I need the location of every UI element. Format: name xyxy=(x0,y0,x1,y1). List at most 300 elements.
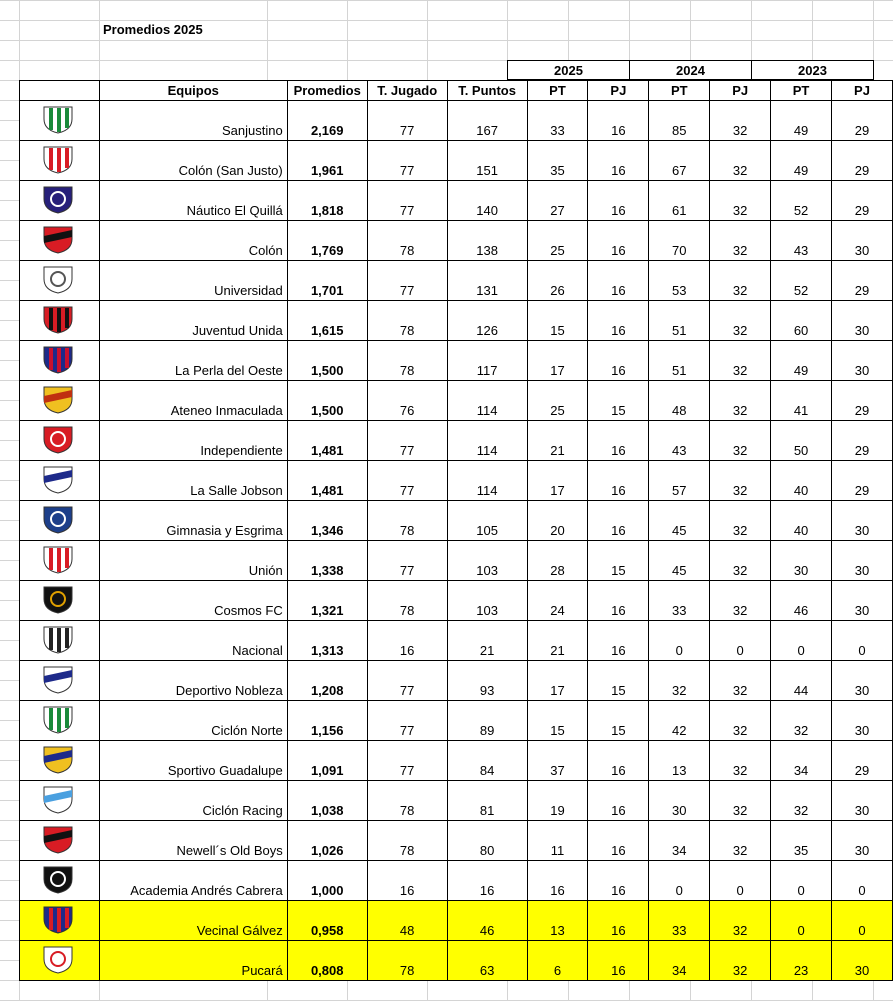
ateneo-inmaculada-logo-icon xyxy=(38,384,78,414)
pj-2023-value: 30 xyxy=(832,661,893,701)
pj-2025-value: 16 xyxy=(588,621,649,661)
pt-2023-value: 52 xyxy=(771,181,832,221)
table-row xyxy=(20,501,893,541)
pt-2024-value: 85 xyxy=(649,101,710,141)
pj-2023-value: 30 xyxy=(832,701,893,741)
la-salle-jobson-logo-icon xyxy=(38,464,78,494)
logo-cell xyxy=(20,341,100,381)
team-name: Ateneo Inmaculada xyxy=(99,381,287,421)
pucara-logo-icon xyxy=(38,944,78,974)
pt-2023-value: 30 xyxy=(771,541,832,581)
pt-2025-value: 28 xyxy=(527,541,588,581)
header-pt-2024: PT xyxy=(649,81,710,101)
team-name: Unión xyxy=(99,541,287,581)
pt-2025-value: 26 xyxy=(527,261,588,301)
pj-2024-value: 32 xyxy=(710,141,771,181)
header-pj-2025: PJ xyxy=(588,81,649,101)
pj-2023-value: 29 xyxy=(832,421,893,461)
t-jugado-value: 77 xyxy=(367,741,447,781)
pj-2024-value: 32 xyxy=(710,341,771,381)
team-name: Newell´s Old Boys xyxy=(99,821,287,861)
pj-2024-value: 32 xyxy=(710,741,771,781)
team-name: Ciclón Norte xyxy=(99,701,287,741)
t-puntos-value: 21 xyxy=(447,621,527,661)
pj-2023-value: 30 xyxy=(832,821,893,861)
vecinal-galvez-logo-icon xyxy=(38,904,78,934)
pt-2023-value: 44 xyxy=(771,661,832,701)
logo-cell xyxy=(20,141,100,181)
team-name: Colón (San Justo) xyxy=(99,141,287,181)
t-puntos-value: 46 xyxy=(447,901,527,941)
pt-2025-value: 11 xyxy=(527,821,588,861)
table-row xyxy=(20,461,893,501)
logo-cell xyxy=(20,461,100,501)
pt-2023-value: 0 xyxy=(771,861,832,901)
sportivo-guadalupe-logo-icon xyxy=(38,744,78,774)
pj-2025-value: 16 xyxy=(588,821,649,861)
pt-2025-value: 20 xyxy=(527,501,588,541)
header-pj-2023: PJ xyxy=(832,81,893,101)
nacional-logo-icon xyxy=(38,624,78,654)
promedio-value: 0,958 xyxy=(287,901,367,941)
pj-2025-value: 16 xyxy=(588,101,649,141)
pt-2024-value: 51 xyxy=(649,301,710,341)
pt-2025-value: 15 xyxy=(527,701,588,741)
pj-2024-value: 32 xyxy=(710,421,771,461)
pj-2024-value: 32 xyxy=(710,701,771,741)
promedio-value: 2,169 xyxy=(287,101,367,141)
pj-2024-value: 32 xyxy=(710,901,771,941)
logo-cell xyxy=(20,381,100,421)
pt-2024-value: 45 xyxy=(649,501,710,541)
pj-2025-value: 16 xyxy=(588,141,649,181)
pj-2024-value: 32 xyxy=(710,541,771,581)
pj-2023-value: 30 xyxy=(832,581,893,621)
promedio-value: 1,208 xyxy=(287,661,367,701)
t-jugado-value: 77 xyxy=(367,661,447,701)
pt-2023-value: 35 xyxy=(771,821,832,861)
t-jugado-value: 78 xyxy=(367,301,447,341)
t-puntos-value: 126 xyxy=(447,301,527,341)
logo-cell xyxy=(20,261,100,301)
pj-2025-value: 16 xyxy=(588,781,649,821)
logo-cell xyxy=(20,541,100,581)
team-name: Academia Andrés Cabrera xyxy=(99,861,287,901)
pt-2025-value: 33 xyxy=(527,101,588,141)
deportivo-nobleza-logo-icon xyxy=(38,664,78,694)
pj-2024-value: 32 xyxy=(710,501,771,541)
pj-2023-value: 0 xyxy=(832,621,893,661)
pj-2024-value: 32 xyxy=(710,581,771,621)
logo-cell xyxy=(20,741,100,781)
pt-2025-value: 27 xyxy=(527,181,588,221)
pt-2024-value: 45 xyxy=(649,541,710,581)
pj-2024-value: 32 xyxy=(710,181,771,221)
pj-2023-value: 30 xyxy=(832,541,893,581)
header-promedios: Promedios xyxy=(287,81,367,101)
logo-cell xyxy=(20,781,100,821)
pt-2024-value: 34 xyxy=(649,941,710,981)
juventud-unida-logo-icon xyxy=(38,304,78,334)
sheet-title: Promedios 2025 xyxy=(103,22,203,37)
pj-2023-value: 29 xyxy=(832,261,893,301)
table-row xyxy=(20,661,893,701)
pj-2023-value: 30 xyxy=(832,781,893,821)
pt-2023-value: 43 xyxy=(771,221,832,261)
table-row xyxy=(20,701,893,741)
promedio-value: 1,346 xyxy=(287,501,367,541)
header-pt-2023: PT xyxy=(771,81,832,101)
pj-2024-value: 32 xyxy=(710,221,771,261)
year-header-2023: 2023 xyxy=(751,60,874,80)
table-row xyxy=(20,381,893,421)
pj-2023-value: 30 xyxy=(832,301,893,341)
pj-2023-value: 29 xyxy=(832,181,893,221)
t-puntos-value: 89 xyxy=(447,701,527,741)
t-puntos-value: 140 xyxy=(447,181,527,221)
table-row xyxy=(20,221,893,261)
pt-2023-value: 34 xyxy=(771,741,832,781)
pt-2023-value: 46 xyxy=(771,581,832,621)
team-name: Juventud Unida xyxy=(99,301,287,341)
pt-2024-value: 34 xyxy=(649,821,710,861)
logo-cell xyxy=(20,901,100,941)
t-jugado-value: 77 xyxy=(367,141,447,181)
promedio-value: 1,156 xyxy=(287,701,367,741)
pj-2025-value: 15 xyxy=(588,701,649,741)
pj-2023-value: 29 xyxy=(832,741,893,781)
table-row xyxy=(20,861,893,901)
t-puntos-value: 105 xyxy=(447,501,527,541)
pj-2025-value: 16 xyxy=(588,901,649,941)
logo-cell xyxy=(20,821,100,861)
team-name: Vecinal Gálvez xyxy=(99,901,287,941)
pj-2024-value: 32 xyxy=(710,821,771,861)
logo-cell xyxy=(20,621,100,661)
promedio-value: 1,338 xyxy=(287,541,367,581)
logo-cell xyxy=(20,941,100,981)
table-row xyxy=(20,421,893,461)
logo-cell xyxy=(20,861,100,901)
pj-2024-value: 32 xyxy=(710,941,771,981)
logo-cell xyxy=(20,421,100,461)
pt-2023-value: 0 xyxy=(771,621,832,661)
pj-2023-value: 0 xyxy=(832,861,893,901)
pj-2024-value: 32 xyxy=(710,781,771,821)
t-jugado-value: 78 xyxy=(367,341,447,381)
pj-2023-value: 30 xyxy=(832,341,893,381)
t-jugado-value: 77 xyxy=(367,261,447,301)
pj-2024-value: 32 xyxy=(710,461,771,501)
pj-2023-value: 29 xyxy=(832,461,893,501)
pt-2023-value: 40 xyxy=(771,461,832,501)
table-row xyxy=(20,341,893,381)
t-jugado-value: 77 xyxy=(367,541,447,581)
t-jugado-value: 77 xyxy=(367,701,447,741)
pj-2025-value: 15 xyxy=(588,661,649,701)
la-perla-del-oeste-logo-icon xyxy=(38,344,78,374)
t-jugado-value: 77 xyxy=(367,181,447,221)
pj-2023-value: 29 xyxy=(832,101,893,141)
t-puntos-value: 117 xyxy=(447,341,527,381)
pt-2023-value: 49 xyxy=(771,341,832,381)
pj-2025-value: 16 xyxy=(588,581,649,621)
pj-2025-value: 16 xyxy=(588,301,649,341)
pj-2023-value: 30 xyxy=(832,941,893,981)
team-name: Sanjustino xyxy=(99,101,287,141)
promedio-value: 0,808 xyxy=(287,941,367,981)
union-logo-icon xyxy=(38,544,78,574)
logo-cell xyxy=(20,501,100,541)
ciclon-norte-logo-icon xyxy=(38,704,78,734)
t-puntos-value: 114 xyxy=(447,381,527,421)
pj-2024-value: 32 xyxy=(710,101,771,141)
t-jugado-value: 77 xyxy=(367,421,447,461)
table-row xyxy=(20,141,893,181)
cosmos-fc-logo-icon xyxy=(38,584,78,614)
promedio-value: 1,481 xyxy=(287,421,367,461)
universidad-logo-icon xyxy=(38,264,78,294)
t-jugado-value: 77 xyxy=(367,461,447,501)
pj-2025-value: 16 xyxy=(588,861,649,901)
logo-cell xyxy=(20,581,100,621)
t-puntos-value: 103 xyxy=(447,581,527,621)
academia-andres-cabrera-logo-icon xyxy=(38,864,78,894)
year-header-2025: 2025 xyxy=(507,60,630,80)
pj-2025-value: 16 xyxy=(588,221,649,261)
pt-2025-value: 15 xyxy=(527,301,588,341)
t-jugado-value: 78 xyxy=(367,821,447,861)
pj-2025-value: 16 xyxy=(588,741,649,781)
pt-2023-value: 0 xyxy=(771,901,832,941)
promedio-value: 1,091 xyxy=(287,741,367,781)
pt-2025-value: 25 xyxy=(527,221,588,261)
pt-2023-value: 49 xyxy=(771,101,832,141)
table-row xyxy=(20,621,893,661)
team-name: Cosmos FC xyxy=(99,581,287,621)
promedio-value: 1,769 xyxy=(287,221,367,261)
team-name: Universidad xyxy=(99,261,287,301)
pt-2024-value: 42 xyxy=(649,701,710,741)
newells-old-boys-logo-icon xyxy=(38,824,78,854)
t-jugado-value: 77 xyxy=(367,101,447,141)
t-jugado-value: 76 xyxy=(367,381,447,421)
ciclon-racing-logo-icon xyxy=(38,784,78,814)
promedio-value: 1,000 xyxy=(287,861,367,901)
pt-2023-value: 40 xyxy=(771,501,832,541)
pt-2025-value: 6 xyxy=(527,941,588,981)
pj-2025-value: 16 xyxy=(588,421,649,461)
pt-2024-value: 33 xyxy=(649,901,710,941)
pt-2025-value: 25 xyxy=(527,381,588,421)
pt-2024-value: 32 xyxy=(649,661,710,701)
pt-2024-value: 33 xyxy=(649,581,710,621)
pj-2024-value: 32 xyxy=(710,261,771,301)
pt-2024-value: 0 xyxy=(649,621,710,661)
t-jugado-value: 78 xyxy=(367,501,447,541)
pj-2024-value: 32 xyxy=(710,301,771,341)
pt-2023-value: 32 xyxy=(771,701,832,741)
pj-2024-value: 32 xyxy=(710,381,771,421)
table-row xyxy=(20,301,893,341)
team-name: Independiente xyxy=(99,421,287,461)
pt-2023-value: 32 xyxy=(771,781,832,821)
table-row xyxy=(20,781,893,821)
pt-2025-value: 19 xyxy=(527,781,588,821)
pt-2023-value: 41 xyxy=(771,381,832,421)
pt-2024-value: 51 xyxy=(649,341,710,381)
independiente-logo-icon xyxy=(38,424,78,454)
pj-2025-value: 16 xyxy=(588,181,649,221)
promedio-value: 1,481 xyxy=(287,461,367,501)
pt-2025-value: 16 xyxy=(527,861,588,901)
pj-2025-value: 16 xyxy=(588,501,649,541)
table-row xyxy=(20,741,893,781)
promedio-value: 1,038 xyxy=(287,781,367,821)
table-row xyxy=(20,901,893,941)
logo-cell xyxy=(20,181,100,221)
t-jugado-value: 16 xyxy=(367,861,447,901)
logo-cell xyxy=(20,701,100,741)
pt-2023-value: 23 xyxy=(771,941,832,981)
t-jugado-value: 78 xyxy=(367,941,447,981)
year-header-2024: 2024 xyxy=(629,60,752,80)
t-jugado-value: 78 xyxy=(367,581,447,621)
pj-2024-value: 0 xyxy=(710,861,771,901)
pt-2023-value: 50 xyxy=(771,421,832,461)
t-puntos-value: 167 xyxy=(447,101,527,141)
pj-2023-value: 0 xyxy=(832,901,893,941)
pt-2024-value: 57 xyxy=(649,461,710,501)
promedio-value: 1,313 xyxy=(287,621,367,661)
pt-2023-value: 60 xyxy=(771,301,832,341)
team-name: Colón xyxy=(99,221,287,261)
pj-2023-value: 30 xyxy=(832,501,893,541)
logo-cell xyxy=(20,221,100,261)
team-name: Náutico El Quillá xyxy=(99,181,287,221)
promedio-value: 1,321 xyxy=(287,581,367,621)
pj-2023-value: 29 xyxy=(832,141,893,181)
header-equipos: Equipos xyxy=(99,81,287,101)
colon-logo-icon xyxy=(38,224,78,254)
table-row xyxy=(20,181,893,221)
team-name: Nacional xyxy=(99,621,287,661)
pt-2025-value: 35 xyxy=(527,141,588,181)
pj-2023-value: 29 xyxy=(832,381,893,421)
pj-2025-value: 16 xyxy=(588,461,649,501)
pj-2025-value: 16 xyxy=(588,941,649,981)
table-row xyxy=(20,541,893,581)
header-t-puntos: T. Puntos xyxy=(447,81,527,101)
t-puntos-value: 63 xyxy=(447,941,527,981)
pt-2024-value: 43 xyxy=(649,421,710,461)
pt-2025-value: 13 xyxy=(527,901,588,941)
team-name: La Perla del Oeste xyxy=(99,341,287,381)
header-pj-2024: PJ xyxy=(710,81,771,101)
t-puntos-value: 93 xyxy=(447,661,527,701)
table-row xyxy=(20,821,893,861)
pt-2025-value: 17 xyxy=(527,661,588,701)
pt-2025-value: 17 xyxy=(527,341,588,381)
header-row xyxy=(20,81,893,101)
pt-2025-value: 24 xyxy=(527,581,588,621)
pt-2024-value: 0 xyxy=(649,861,710,901)
pt-2023-value: 52 xyxy=(771,261,832,301)
pt-2024-value: 61 xyxy=(649,181,710,221)
t-puntos-value: 114 xyxy=(447,461,527,501)
logo-cell xyxy=(20,301,100,341)
pt-2023-value: 49 xyxy=(771,141,832,181)
pt-2025-value: 21 xyxy=(527,621,588,661)
team-name: Deportivo Nobleza xyxy=(99,661,287,701)
table-row xyxy=(20,101,893,141)
t-jugado-value: 16 xyxy=(367,621,447,661)
pt-2024-value: 13 xyxy=(649,741,710,781)
promedio-value: 1,961 xyxy=(287,141,367,181)
header-pt-2025: PT xyxy=(527,81,588,101)
pj-2025-value: 16 xyxy=(588,341,649,381)
pj-2025-value: 15 xyxy=(588,381,649,421)
pt-2025-value: 37 xyxy=(527,741,588,781)
team-name: La Salle Jobson xyxy=(99,461,287,501)
logo-cell xyxy=(20,101,100,141)
pj-2023-value: 30 xyxy=(832,221,893,261)
t-jugado-value: 48 xyxy=(367,901,447,941)
pj-2024-value: 0 xyxy=(710,621,771,661)
t-puntos-value: 81 xyxy=(447,781,527,821)
promedio-value: 1,701 xyxy=(287,261,367,301)
t-puntos-value: 80 xyxy=(447,821,527,861)
table-row xyxy=(20,581,893,621)
pt-2025-value: 17 xyxy=(527,461,588,501)
t-jugado-value: 78 xyxy=(367,221,447,261)
promedio-value: 1,500 xyxy=(287,381,367,421)
t-puntos-value: 151 xyxy=(447,141,527,181)
pj-2024-value: 32 xyxy=(710,661,771,701)
header-logo xyxy=(20,81,100,101)
sanjustino-logo-icon xyxy=(38,104,78,134)
promedio-value: 1,615 xyxy=(287,301,367,341)
t-puntos-value: 16 xyxy=(447,861,527,901)
team-name: Gimnasia y Esgrima xyxy=(99,501,287,541)
colon-san-justo-logo-icon xyxy=(38,144,78,174)
gimnasia-y-esgrima-logo-icon xyxy=(38,504,78,534)
pt-2024-value: 53 xyxy=(649,261,710,301)
team-name: Pucará xyxy=(99,941,287,981)
t-puntos-value: 114 xyxy=(447,421,527,461)
pj-2025-value: 15 xyxy=(588,541,649,581)
logo-cell xyxy=(20,661,100,701)
standings-table xyxy=(19,80,893,981)
promedio-value: 1,818 xyxy=(287,181,367,221)
t-puntos-value: 103 xyxy=(447,541,527,581)
table-row xyxy=(20,941,893,981)
table-row xyxy=(20,261,893,301)
t-jugado-value: 78 xyxy=(367,781,447,821)
pt-2024-value: 67 xyxy=(649,141,710,181)
pt-2024-value: 30 xyxy=(649,781,710,821)
team-name: Sportivo Guadalupe xyxy=(99,741,287,781)
pj-2025-value: 16 xyxy=(588,261,649,301)
pt-2024-value: 70 xyxy=(649,221,710,261)
promedio-value: 1,026 xyxy=(287,821,367,861)
t-puntos-value: 131 xyxy=(447,261,527,301)
t-puntos-value: 84 xyxy=(447,741,527,781)
promedio-value: 1,500 xyxy=(287,341,367,381)
pt-2025-value: 21 xyxy=(527,421,588,461)
t-puntos-value: 138 xyxy=(447,221,527,261)
nautico-el-quilla-logo-icon xyxy=(38,184,78,214)
